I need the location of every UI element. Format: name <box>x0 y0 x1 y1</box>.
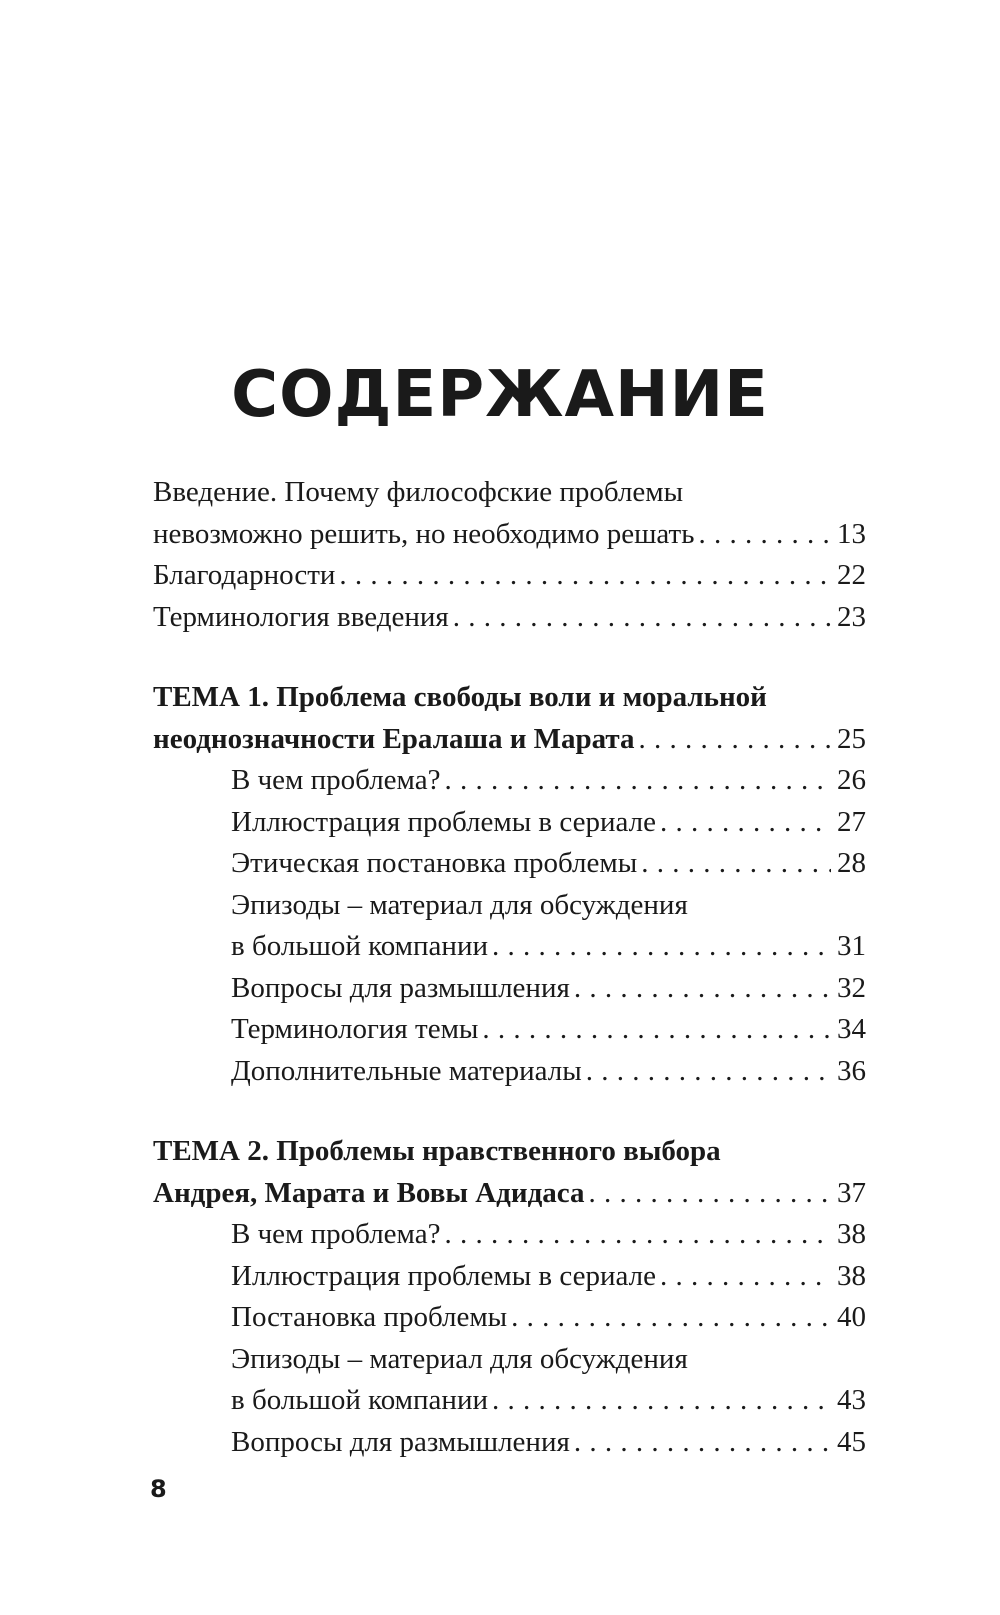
toc-subentry <box>231 802 866 844</box>
toc-subentry <box>231 843 866 885</box>
toc-entry-text: Вопросы для размышления <box>231 971 570 1004</box>
toc-subentry <box>231 1339 866 1381</box>
toc-subentry <box>231 1297 866 1339</box>
toc-page-number: 28 <box>837 847 866 879</box>
toc-page-number: 13 <box>837 517 866 550</box>
toc-page-number: 23 <box>837 600 866 633</box>
toc-page-number: 38 <box>837 1218 866 1250</box>
toc-subentry <box>231 885 866 927</box>
toc-page-number: 31 <box>837 930 866 962</box>
toc-entry-intro-line2 <box>153 514 866 556</box>
toc-entry-text: Эпизоды – материал для обсуждения <box>231 1342 688 1375</box>
toc-page-number: 40 <box>837 1301 866 1333</box>
toc-page-number: 38 <box>837 1259 866 1292</box>
toc-entry-text: В чем проблема? <box>231 764 441 796</box>
toc-page-number: 34 <box>837 1013 866 1045</box>
topic-heading-text: ТЕМА 2. Проблемы нравственного выбора <box>153 1135 721 1167</box>
topic-heading-text: неоднозначности Ералаша и Марата <box>153 722 635 755</box>
toc-entry-text: Дополнительные материалы <box>231 1054 582 1087</box>
dot-leader <box>660 802 831 844</box>
toc-subentry <box>231 1256 866 1298</box>
topic2-heading-line2 <box>153 1173 866 1215</box>
page-number: 8 <box>150 1475 167 1503</box>
dot-leader <box>444 760 831 802</box>
topic2-heading-line1 <box>153 1131 866 1173</box>
toc-entry-text: Этическая постановка проблемы <box>231 847 638 879</box>
toc-subentry <box>231 1380 866 1422</box>
dot-leader <box>492 1380 831 1422</box>
toc-entry-intro-terminology <box>153 597 866 639</box>
toc-page-number: 22 <box>837 559 866 591</box>
toc-entry-text: Постановка проблемы <box>231 1301 508 1333</box>
dot-leader <box>453 597 831 639</box>
toc-page-number: 37 <box>837 1176 866 1209</box>
toc-entry-intro-line1 <box>153 472 866 514</box>
page-title: СОДЕРЖАНИЕ <box>231 358 769 432</box>
toc-subentry <box>231 926 866 968</box>
toc-page-number: 25 <box>837 722 866 755</box>
toc-entry-acknowledgements <box>153 555 866 597</box>
topic-heading-text: ТЕМА 1. Проблема свободы воли и моральной <box>153 681 767 713</box>
toc-page-number: 27 <box>837 805 866 838</box>
toc-page-number: 32 <box>837 971 866 1004</box>
toc-subentry <box>231 1009 866 1051</box>
toc-entry-text: Введение. Почему философские проблемы <box>153 476 684 508</box>
toc-entry-text: Терминология темы <box>231 1013 479 1045</box>
toc-page-number: 26 <box>837 764 866 796</box>
table-of-contents <box>153 472 866 1463</box>
dot-leader <box>444 1214 831 1256</box>
toc-entry-text: Благодарности <box>153 559 336 591</box>
dot-leader <box>492 926 831 968</box>
section-spacer <box>153 1092 866 1131</box>
dot-leader <box>574 968 831 1010</box>
dot-leader <box>698 514 831 556</box>
toc-entry-text: Терминология введения <box>153 600 449 633</box>
section-spacer <box>153 638 866 677</box>
toc-entry-text: В чем проблема? <box>231 1218 441 1250</box>
toc-entry-text: Вопросы для размышления <box>231 1425 570 1458</box>
topic1-heading-line2 <box>153 719 866 761</box>
dot-leader <box>639 719 831 761</box>
topic-heading-text: Андрея, Марата и Вовы Адидаса <box>153 1176 585 1209</box>
dot-leader <box>574 1422 831 1464</box>
toc-entry-text: в большой компании <box>231 930 488 962</box>
toc-page-number: 43 <box>837 1384 866 1416</box>
toc-subentry <box>231 1422 866 1464</box>
toc-entry-text: Иллюстрация проблемы в сериале <box>231 1259 656 1292</box>
dot-leader <box>586 1051 831 1093</box>
toc-page-number: 36 <box>837 1054 866 1087</box>
toc-entry-text: Эпизоды – материал для обсуждения <box>231 888 688 921</box>
topic1-heading-line1 <box>153 677 866 719</box>
toc-entry-text: Иллюстрация проблемы в сериале <box>231 805 656 838</box>
dot-leader <box>588 1173 831 1215</box>
toc-subentry <box>231 1214 866 1256</box>
dot-leader <box>641 843 831 885</box>
dot-leader <box>482 1009 831 1051</box>
toc-page-number: 45 <box>837 1425 866 1458</box>
toc-entry-text: в большой компании <box>231 1384 488 1416</box>
dot-leader <box>660 1256 831 1298</box>
dot-leader <box>339 555 831 597</box>
toc-entry-text: невозможно решить, но необходимо решать <box>153 517 695 550</box>
toc-subentry <box>231 1051 866 1093</box>
toc-subentry <box>231 760 866 802</box>
dot-leader <box>511 1297 831 1339</box>
toc-subentry <box>231 968 866 1010</box>
